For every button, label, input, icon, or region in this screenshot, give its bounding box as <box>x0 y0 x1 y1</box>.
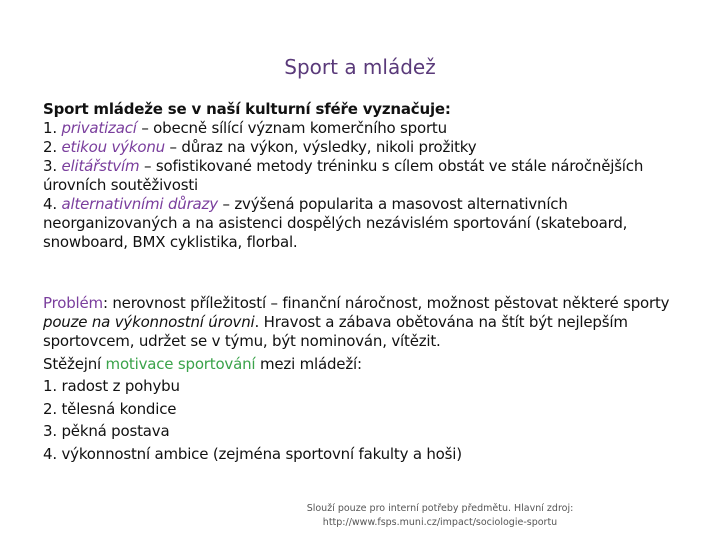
list-item: 1. radost z pohybu <box>43 377 180 395</box>
problem-paragraph <box>43 294 693 351</box>
motivation-highlight: motivace sportování <box>105 354 256 373</box>
motivation-suffix: mezi mládeží: <box>255 354 362 373</box>
item-term: alternativními důrazy <box>61 195 218 213</box>
problem-text-end: . Hravost a zábava obětována na štít být nejlepším sportovcem, udržet se v týmu, být nominován, vítězit. <box>43 313 628 350</box>
intro-heading: Sport mládeže se v naší kulturní sféře vyznačuje: <box>43 100 451 118</box>
list-item <box>43 138 693 157</box>
item-number: 2. <box>43 138 62 156</box>
problem-text: : nerovnost příležitostí – finanční náročnost, možnost pěstovat některé sporty <box>102 294 670 312</box>
page-title: Sport a mládež <box>284 55 436 79</box>
list-item <box>43 195 693 252</box>
footer-link[interactable]: http://www.fsps.muni.cz/impact/sociologie-sportu <box>322 517 558 528</box>
list-item: 3. pěkná postava <box>43 422 170 440</box>
item-text: – zvýšená popularita a masovost alternativních neorganizovaných a na asistenci dospělých nezávislém sportování (skateboard, snowboard, BMX cyklistika, florbal. <box>43 195 628 251</box>
list-item: 2. tělesná kondice <box>43 399 177 418</box>
list-item <box>43 119 693 138</box>
list-item: 4. výkonnostní ambice (zejména sportovní fakulty a hoši) <box>43 444 462 463</box>
problem-section <box>43 294 693 467</box>
footer-note <box>240 502 640 530</box>
item-text: – důraz na výkon, výsledky, nikoli prožitky <box>164 138 477 156</box>
list-item <box>43 157 693 195</box>
intro-section <box>43 100 693 252</box>
item-number: 4. <box>43 195 62 213</box>
problem-italic: pouze na výkonnostní úrovni <box>43 313 255 331</box>
item-number: 1. <box>43 119 62 137</box>
item-term: etikou výkonu <box>61 138 165 156</box>
footer-line: Slouží pouze pro interní potřeby předmětu. Hlavní zdroj: <box>306 503 574 514</box>
problem-label: Problém <box>43 294 103 312</box>
motivation-heading <box>43 355 693 374</box>
item-text: – sofistikované metody tréninku s cílem obstát ve stále náročnějších úrovních soutěživosti <box>43 157 644 194</box>
item-number: 3. <box>43 157 62 175</box>
motivation-prefix: Stěžejní <box>43 354 106 373</box>
item-term: elitářstvím <box>61 157 140 175</box>
item-term: privatizací <box>61 119 137 137</box>
item-text: – obecně sílící význam komerčního sportu <box>136 119 447 137</box>
